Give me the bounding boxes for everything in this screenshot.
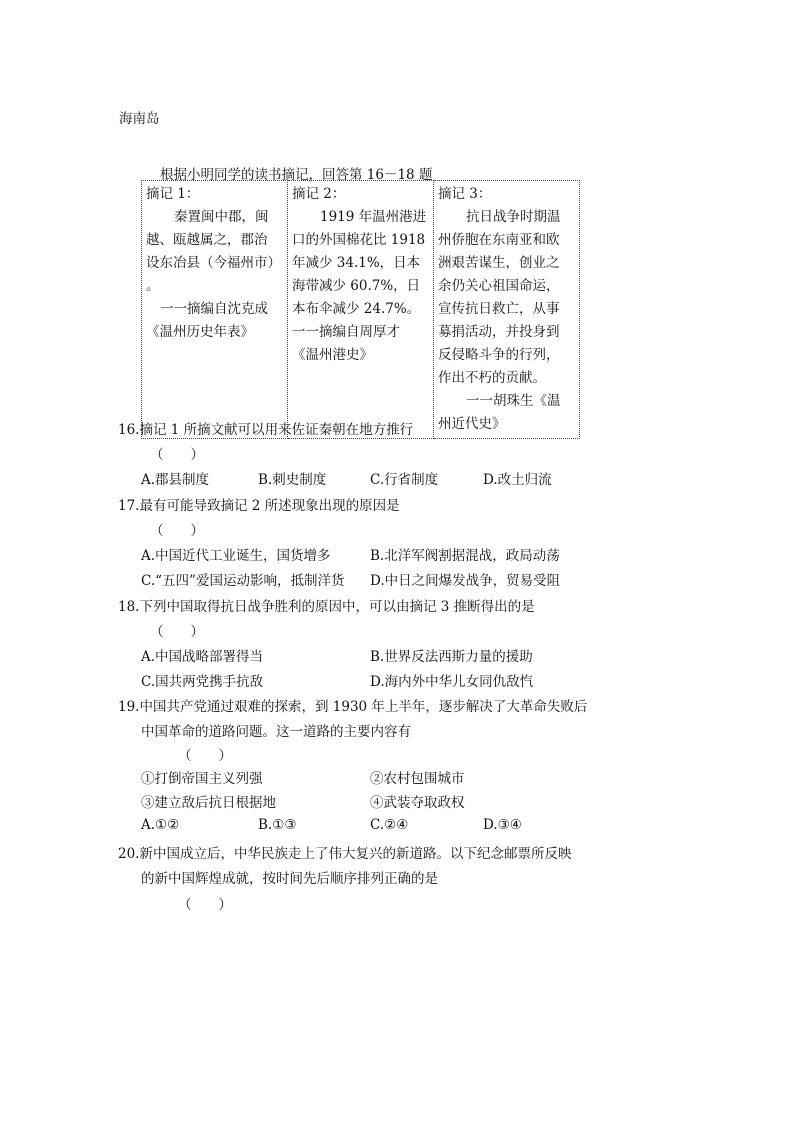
option-b[interactable]: B.①③	[258, 817, 297, 833]
note-source: 《温州港史》	[292, 347, 373, 363]
option-a[interactable]: A.郡县制度	[141, 472, 210, 488]
note-text-line: 作出不朽的贡献。	[438, 370, 546, 386]
reading-notes-intro: 根据小明同学的读书摘记，回答第 16－18 题	[160, 167, 433, 183]
option-a[interactable]: A.中国战略部署得当	[141, 649, 264, 665]
statement-item: ①打倒帝国主义列强	[141, 771, 263, 787]
note-source: 一一摘编自周厚才	[292, 324, 400, 340]
answer-blank[interactable]: （ ）	[150, 523, 204, 539]
option-d[interactable]: D.改土归流	[483, 472, 552, 488]
note-text-line: 。	[146, 278, 160, 294]
option-b[interactable]: B.世界反法西斯力量的援助	[370, 649, 533, 665]
statement-item: ③建立敌后抗日根据地	[141, 795, 276, 811]
answer-blank[interactable]: （ ）	[150, 447, 204, 463]
option-d[interactable]: D.海内外中华儿女同仇敌忾	[370, 674, 534, 690]
note-text-line: 宣传抗日救亡，从事	[438, 301, 560, 317]
note-text-line: 年减少 34.1%，日本	[292, 255, 421, 271]
note-text-line: 抗日战争时期温	[466, 209, 561, 225]
question-19-stem: 19.中国共产党通过艰难的探索，到 1930 年上半年，逐步解决了大革命失败后	[118, 699, 588, 715]
statement-item: ②农村包围城市	[370, 771, 465, 787]
note-title: 摘记 3：	[438, 186, 492, 202]
note-text-line: 口的外国棉花比 1918	[292, 232, 426, 248]
note-text-line: 秦置闽中郡，闽	[174, 209, 269, 225]
note-text-line: 海带减少 60.7%，日	[292, 278, 421, 294]
question-20-stem-cont: 的新中国辉煌成就，按时间先后顺序排列正确的是	[141, 871, 438, 887]
note-text-line: 设东冶县（今福州市）	[146, 255, 281, 271]
option-b[interactable]: B.刺史制度	[258, 472, 327, 488]
question-20-stem: 20.新中国成立后，中华民族走上了伟大复兴的新道路。以下纪念邮票所反映	[118, 846, 572, 862]
note-text-line: 越、瓯越属之，郡治	[146, 232, 268, 248]
option-a[interactable]: A.中国近代工业诞生，国货增多	[141, 548, 331, 564]
answer-blank[interactable]: （ ）	[150, 624, 204, 640]
question-19-stem-cont: 中国革命的道路问题。这一道路的主要内容有	[141, 724, 411, 740]
note-text-line: 本布伞减少 24.7%。	[292, 301, 421, 317]
reading-notes-table	[141, 180, 580, 439]
note-title: 摘记 2：	[292, 186, 346, 202]
note-text-line: 州侨胞在东南亚和欧	[438, 232, 560, 248]
header-word: 海南岛	[119, 111, 160, 127]
note-3-cell	[434, 181, 580, 439]
option-b[interactable]: B.北洋军阀割据混战，政局动荡	[370, 548, 560, 564]
note-text-line: 反侵略斗争的行列，	[438, 347, 560, 363]
statement-item: ④武装夺取政权	[370, 795, 465, 811]
note-source: 一一胡珠生《温	[466, 393, 561, 409]
question-18-stem: 18.下列中国取得抗日战争胜利的原因中，可以由摘记 3 推断得出的是	[118, 599, 535, 615]
note-text-line: 余仍关心祖国命运，	[438, 278, 560, 294]
option-c[interactable]: C.②④	[370, 817, 409, 833]
note-source: 《温州历史年表》	[146, 324, 254, 340]
option-c[interactable]: C.国共两党携手抗敌	[141, 674, 264, 690]
note-1-cell	[142, 181, 288, 439]
option-a[interactable]: A.①②	[141, 817, 180, 833]
note-text-line: 洲艰苦谋生，创业之	[438, 255, 560, 271]
note-title: 摘记 1：	[146, 186, 200, 202]
note-2-cell	[288, 181, 434, 439]
option-d[interactable]: D.中日之间爆发战争，贸易受阻	[370, 573, 561, 589]
option-d[interactable]: D.③④	[483, 817, 522, 833]
option-c[interactable]: C.“五四”爱国运动影响，抵制洋货	[141, 573, 345, 589]
answer-blank[interactable]: （ ）	[178, 897, 232, 913]
question-17-stem: 17.最有可能导致摘记 2 所述现象出现的原因是	[118, 498, 400, 514]
note-source: 一一摘编自沈克成	[160, 301, 268, 317]
option-c[interactable]: C.行省制度	[370, 472, 439, 488]
note-source: 州近代史》	[438, 416, 506, 432]
note-text-line: 1919 年温州港进	[320, 209, 427, 225]
question-16-stem: 16.摘记 1 所摘文献可以用来佐证秦朝在地方推行	[118, 422, 414, 438]
answer-blank[interactable]: （ ）	[178, 748, 232, 764]
note-text-line: 募捐活动，并投身到	[438, 324, 560, 340]
